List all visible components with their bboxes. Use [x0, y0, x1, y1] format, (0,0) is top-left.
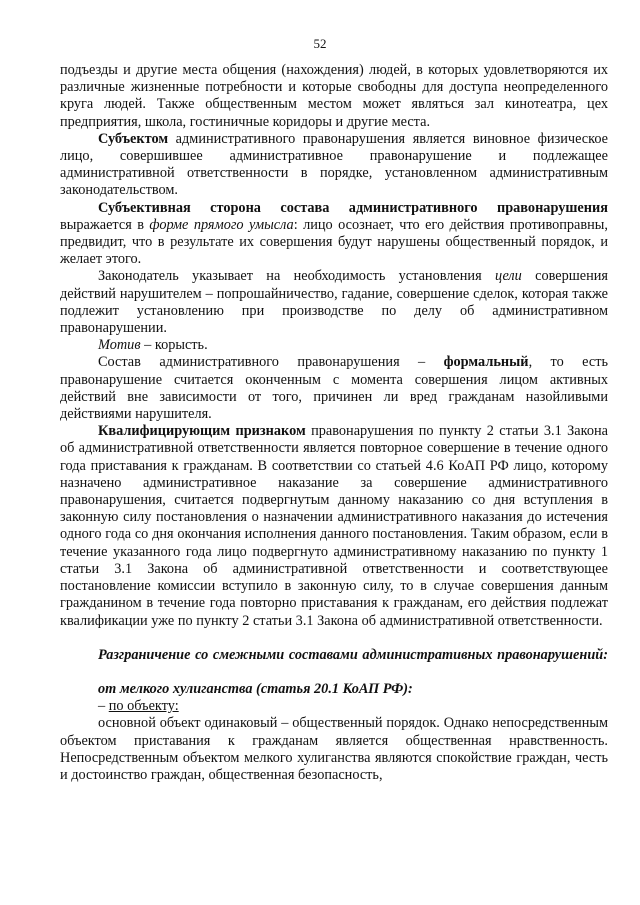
term-formal: формальный	[443, 354, 529, 371]
term-motive: Мотив	[98, 337, 141, 354]
paragraph-object	[60, 715, 608, 784]
paragraph-text: подъезды и другие места общения (нахождения) людей, в которых удовлетворяются их различные жизненные потребности и которые свободны для доступа неопределенного круга людей. Также общественным местом может являться зал кинотеатра, цех предприятия, школа, гостиничные коридоры и другие места.	[60, 62, 608, 130]
paragraph-text: – корысть.	[140, 337, 208, 354]
term-subjective-side: Субъективная сторона состава административного правонарушения	[98, 199, 608, 216]
paragraph-text: , то есть правонарушение считается оконченным с момента совершения лицом активных действий вне зависимости от того, причинен ли вред гражданам назойливыми действиями нарушителя.	[60, 354, 608, 423]
paragraph-formal-composition	[60, 354, 608, 423]
section-heading-distinction: Разграничение со смежными составами административных правонарушений:	[98, 646, 608, 663]
paragraph-text: выражается в	[60, 216, 150, 233]
paragraph-qualifying-feature	[60, 423, 608, 629]
object-label	[60, 698, 608, 715]
paragraph-subjective-side	[60, 200, 608, 269]
term-goal: цели	[494, 268, 522, 285]
paragraph-goal	[60, 268, 608, 337]
page-number: 52	[313, 36, 327, 51]
paragraph-text: административного правонарушения является виновное физическое лицо, совершившее административное правонарушение и подлежащее административной ответственности в порядке, установленном административным законодательством.	[60, 130, 608, 199]
paragraph-text: : лицо осознает, что его действия противоправны, предвидит, что в результате их совершения будут нарушены общественный порядок, и желает этого.	[60, 216, 608, 268]
term-qualifying-feature: Квалифицирующим признаком	[98, 423, 306, 440]
paragraph-text: совершения действий нарушителем – попрошайничество, гадание, совершение сделок, которая также подлежит установлению при производстве по делу об административном правонарушении.	[60, 268, 608, 337]
paragraph-text: основной объект одинаковый – общественный порядок. Однако непосредственным объектом приставания к гражданам является общественная нравственность. Непосредственным объектом мелкого хулиганства являются спокойствие граждан, честь и достоинство граждан, общественная безопасность,	[60, 715, 608, 783]
subsection-heading-hooliganism: от мелкого хулиганства (статья 20.1 КоАП РФ):	[98, 680, 413, 697]
document-body	[60, 62, 608, 784]
object-label-text: по объекту:	[108, 698, 179, 715]
dash: –	[98, 698, 109, 715]
paragraph-motive	[60, 337, 608, 354]
term-intent-form: форме прямого умысла	[149, 216, 294, 233]
paragraph-text: Законодатель указывает на необходимость установления	[98, 268, 495, 285]
paragraph-subject	[60, 131, 608, 200]
paragraph-text: правонарушения по пункту 2 статьи 3.1 Закона об административной ответственности является повторное совершение в течение одного года приставания к гражданам. В соответствии со статьей 4.6 КоАП РФ лицо, которому назначено административное наказание за совершение административного правонарушения, считается подвергнутым данному наказанию со дня вступления в законную силу постановления о назначении административного наказания до истечения одного года со дня окончания исполнения данного постановления. Таким образом, если в течение указанного года лицо подвергнуто административному наказанию по пункту 1 статьи 3.1 Закона об административной ответственности и соответствующее постановление комиссии вступило в законную силу, то в случае совершения данным гражданином в течение года повторно приставания к гражданам, его действия подлежат квалификации уже по пункту 2 статьи 3.1 Закона об административной ответственности.	[60, 423, 608, 629]
paragraph-text: Состав административного правонарушения –	[98, 354, 444, 371]
paragraph-public-places	[60, 62, 608, 131]
term-subject: Субъектом	[98, 130, 169, 147]
